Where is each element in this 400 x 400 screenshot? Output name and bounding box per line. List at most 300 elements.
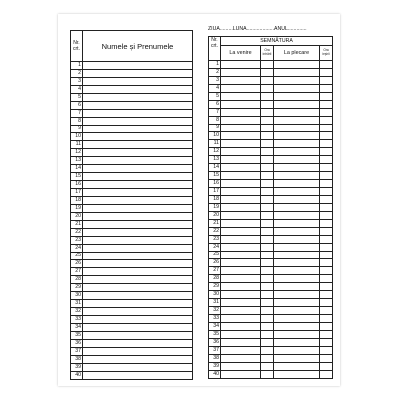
departure-signature-cell[interactable] bbox=[274, 346, 320, 354]
departure-time-cell[interactable] bbox=[320, 267, 333, 275]
name-cell[interactable] bbox=[83, 181, 193, 189]
signature-row bbox=[209, 172, 333, 180]
name-cell[interactable] bbox=[83, 260, 193, 268]
departure-time-cell[interactable] bbox=[320, 330, 333, 338]
departure-signature-cell[interactable] bbox=[274, 156, 320, 164]
name-cell[interactable] bbox=[83, 284, 193, 292]
departure-signature-cell[interactable] bbox=[274, 124, 320, 132]
departure-signature-cell[interactable] bbox=[274, 251, 320, 259]
signature-row bbox=[209, 243, 333, 251]
departure-signature-cell[interactable] bbox=[274, 291, 320, 299]
departure-time-cell[interactable] bbox=[320, 68, 333, 76]
departure-time-cell[interactable] bbox=[320, 100, 333, 108]
row-number: 5 bbox=[71, 93, 83, 101]
row-number: 29 bbox=[209, 283, 221, 291]
departure-time-cell[interactable] bbox=[320, 92, 333, 100]
row-number: 2 bbox=[209, 68, 221, 76]
departure-time-cell[interactable] bbox=[320, 84, 333, 92]
arrival-signature-cell[interactable] bbox=[221, 156, 261, 164]
name-row bbox=[71, 371, 193, 379]
departure-signature-cell[interactable] bbox=[274, 100, 320, 108]
arrival-signature-cell[interactable] bbox=[221, 235, 261, 243]
register-page bbox=[58, 14, 340, 386]
departure-time-cell[interactable] bbox=[320, 322, 333, 330]
name-cell[interactable] bbox=[83, 157, 193, 165]
arrival-signature-cell[interactable] bbox=[221, 211, 261, 219]
arrival-time-cell[interactable] bbox=[261, 227, 274, 235]
name-row bbox=[71, 308, 193, 316]
row-number: 4 bbox=[209, 84, 221, 92]
arrival-signature-cell[interactable] bbox=[221, 370, 261, 378]
arrival-time-cell[interactable] bbox=[261, 188, 274, 196]
arrival-time-cell[interactable] bbox=[261, 116, 274, 124]
arrival-header: La venire bbox=[221, 46, 261, 61]
arrival-signature-cell[interactable] bbox=[221, 100, 261, 108]
row-number: 22 bbox=[71, 228, 83, 236]
arrival-signature-cell[interactable] bbox=[221, 322, 261, 330]
name-cell[interactable] bbox=[83, 371, 193, 379]
arrival-time-cell[interactable] bbox=[261, 283, 274, 291]
row-number: 17 bbox=[209, 188, 221, 196]
arrival-signature-cell[interactable] bbox=[221, 354, 261, 362]
arrival-time-cell[interactable] bbox=[261, 322, 274, 330]
row-number: 8 bbox=[71, 117, 83, 125]
row-number: 20 bbox=[209, 211, 221, 219]
name-cell[interactable] bbox=[83, 141, 193, 149]
arrival-signature-cell[interactable] bbox=[221, 267, 261, 275]
signature-row bbox=[209, 251, 333, 259]
signature-row bbox=[209, 283, 333, 291]
row-number: 1 bbox=[209, 61, 221, 69]
arrival-time-cell[interactable] bbox=[261, 195, 274, 203]
arrival-time-cell[interactable] bbox=[261, 172, 274, 180]
row-number: 30 bbox=[71, 292, 83, 300]
signature-row bbox=[209, 92, 333, 100]
arrival-signature-cell[interactable] bbox=[221, 180, 261, 188]
arrival-signature-cell[interactable] bbox=[221, 291, 261, 299]
departure-signature-cell[interactable] bbox=[274, 92, 320, 100]
row-number: 26 bbox=[209, 259, 221, 267]
departure-signature-cell[interactable] bbox=[274, 84, 320, 92]
arrival-time-cell[interactable] bbox=[261, 100, 274, 108]
row-number: 22 bbox=[209, 227, 221, 235]
name-row bbox=[71, 141, 193, 149]
signature-row bbox=[209, 315, 333, 323]
departure-time-cell[interactable] bbox=[320, 243, 333, 251]
arrival-signature-cell[interactable] bbox=[221, 283, 261, 291]
arrival-signature-cell[interactable] bbox=[221, 148, 261, 156]
departure-signature-cell[interactable] bbox=[274, 76, 320, 84]
signature-row bbox=[209, 132, 333, 140]
name-cell[interactable] bbox=[83, 109, 193, 117]
name-cell[interactable] bbox=[83, 244, 193, 252]
arrival-time-cell[interactable] bbox=[261, 108, 274, 116]
arrival-signature-cell[interactable] bbox=[221, 84, 261, 92]
signature-row bbox=[209, 370, 333, 378]
arrival-signature-cell[interactable] bbox=[221, 164, 261, 172]
row-number: 24 bbox=[71, 244, 83, 252]
arrival-signature-cell[interactable] bbox=[221, 195, 261, 203]
departure-time-cell[interactable] bbox=[320, 227, 333, 235]
row-number: 38 bbox=[209, 354, 221, 362]
departure-time-cell[interactable] bbox=[320, 180, 333, 188]
departure-signature-cell[interactable] bbox=[274, 188, 320, 196]
departure-time-cell[interactable] bbox=[320, 354, 333, 362]
arrival-time-label-1: Ora bbox=[264, 48, 270, 53]
signature-row bbox=[209, 140, 333, 148]
arrival-signature-cell[interactable] bbox=[221, 315, 261, 323]
name-cell[interactable] bbox=[83, 339, 193, 347]
arrival-signature-cell[interactable] bbox=[221, 227, 261, 235]
signature-row bbox=[209, 188, 333, 196]
departure-time-cell[interactable] bbox=[320, 140, 333, 148]
arrival-time-cell[interactable] bbox=[261, 156, 274, 164]
arrival-time-cell[interactable] bbox=[261, 84, 274, 92]
signature-row bbox=[209, 203, 333, 211]
row-number: 14 bbox=[71, 165, 83, 173]
row-number: 26 bbox=[71, 260, 83, 268]
departure-time-cell[interactable] bbox=[320, 346, 333, 354]
arrival-signature-cell[interactable] bbox=[221, 243, 261, 251]
name-cell[interactable] bbox=[83, 331, 193, 339]
name-row bbox=[71, 347, 193, 355]
departure-signature-cell[interactable] bbox=[274, 275, 320, 283]
name-cell[interactable] bbox=[83, 204, 193, 212]
departure-signature-cell[interactable] bbox=[274, 370, 320, 378]
arrival-time-cell[interactable] bbox=[261, 61, 274, 69]
departure-signature-cell[interactable] bbox=[274, 164, 320, 172]
row-number: 36 bbox=[209, 338, 221, 346]
departure-time-cell[interactable] bbox=[320, 124, 333, 132]
date-line: ZIUA.........LUNA...................ANUL............. bbox=[208, 26, 307, 32]
departure-time-cell[interactable] bbox=[320, 251, 333, 259]
arrival-signature-cell[interactable] bbox=[221, 219, 261, 227]
name-row bbox=[71, 125, 193, 133]
row-number: 28 bbox=[209, 275, 221, 283]
name-cell[interactable] bbox=[83, 77, 193, 85]
arrival-signature-cell[interactable] bbox=[221, 362, 261, 370]
arrival-time-cell[interactable] bbox=[261, 92, 274, 100]
name-row bbox=[71, 331, 193, 339]
departure-time-cell[interactable] bbox=[320, 195, 333, 203]
arrival-time-cell[interactable] bbox=[261, 291, 274, 299]
departure-time-cell[interactable] bbox=[320, 148, 333, 156]
departure-time-cell[interactable] bbox=[320, 219, 333, 227]
arrival-time-cell[interactable] bbox=[261, 346, 274, 354]
signature-row bbox=[209, 61, 333, 69]
name-cell[interactable] bbox=[83, 117, 193, 125]
row-number: 2 bbox=[71, 69, 83, 77]
departure-time-cell[interactable] bbox=[320, 172, 333, 180]
departure-signature-cell[interactable] bbox=[274, 354, 320, 362]
arrival-time-cell[interactable] bbox=[261, 140, 274, 148]
row-number: 18 bbox=[71, 196, 83, 204]
arrival-time-header bbox=[261, 46, 274, 61]
arrival-time-cell[interactable] bbox=[261, 68, 274, 76]
name-cell[interactable] bbox=[83, 165, 193, 173]
arrival-time-cell[interactable] bbox=[261, 275, 274, 283]
departure-time-cell[interactable] bbox=[320, 259, 333, 267]
name-row bbox=[71, 77, 193, 85]
arrival-time-label-2: intrării bbox=[262, 52, 272, 56]
row-number: 38 bbox=[71, 355, 83, 363]
arrival-signature-cell[interactable] bbox=[221, 68, 261, 76]
departure-time-cell[interactable] bbox=[320, 362, 333, 370]
arrival-time-cell[interactable] bbox=[261, 76, 274, 84]
arrival-signature-cell[interactable] bbox=[221, 251, 261, 259]
row-number: 3 bbox=[71, 77, 83, 85]
departure-time-cell[interactable] bbox=[320, 291, 333, 299]
arrival-signature-cell[interactable] bbox=[221, 299, 261, 307]
name-row bbox=[71, 165, 193, 173]
arrival-time-cell[interactable] bbox=[261, 370, 274, 378]
departure-signature-cell[interactable] bbox=[274, 195, 320, 203]
name-cell[interactable] bbox=[83, 101, 193, 109]
signature-row bbox=[209, 338, 333, 346]
departure-signature-cell[interactable] bbox=[274, 267, 320, 275]
departure-signature-cell[interactable] bbox=[274, 338, 320, 346]
name-row bbox=[71, 157, 193, 165]
name-cell[interactable] bbox=[83, 173, 193, 181]
arrival-time-cell[interactable] bbox=[261, 124, 274, 132]
name-row bbox=[71, 316, 193, 324]
signature-row bbox=[209, 235, 333, 243]
row-number: 27 bbox=[71, 268, 83, 276]
name-row bbox=[71, 252, 193, 260]
name-row bbox=[71, 93, 193, 101]
name-header bbox=[83, 31, 193, 62]
name-cell[interactable] bbox=[83, 125, 193, 133]
row-number: 40 bbox=[209, 370, 221, 378]
departure-signature-cell[interactable] bbox=[274, 283, 320, 291]
signature-header: SEMNĂTURA bbox=[221, 37, 333, 46]
arrival-time-cell[interactable] bbox=[261, 235, 274, 243]
name-header-label: Numele și Prenumele bbox=[101, 41, 174, 51]
departure-signature-cell[interactable] bbox=[274, 61, 320, 69]
arrival-signature-cell[interactable] bbox=[221, 92, 261, 100]
departure-time-cell[interactable] bbox=[320, 188, 333, 196]
departure-signature-cell[interactable] bbox=[274, 132, 320, 140]
arrival-signature-cell[interactable] bbox=[221, 307, 261, 315]
arrival-signature-cell[interactable] bbox=[221, 259, 261, 267]
name-cell[interactable] bbox=[83, 252, 193, 260]
name-cell[interactable] bbox=[83, 189, 193, 197]
arrival-time-cell[interactable] bbox=[261, 299, 274, 307]
arrival-time-cell[interactable] bbox=[261, 219, 274, 227]
arrival-signature-cell[interactable] bbox=[221, 76, 261, 84]
departure-signature-cell[interactable] bbox=[274, 140, 320, 148]
name-row bbox=[71, 101, 193, 109]
row-number: 13 bbox=[71, 157, 83, 165]
signature-row bbox=[209, 211, 333, 219]
name-row bbox=[71, 173, 193, 181]
name-cell[interactable] bbox=[83, 149, 193, 157]
row-number: 8 bbox=[209, 116, 221, 124]
name-row bbox=[71, 260, 193, 268]
row-number: 17 bbox=[71, 189, 83, 197]
row-number: 24 bbox=[209, 243, 221, 251]
arrival-time-cell[interactable] bbox=[261, 211, 274, 219]
name-row bbox=[71, 268, 193, 276]
departure-time-cell[interactable] bbox=[320, 283, 333, 291]
departure-time-cell[interactable] bbox=[320, 211, 333, 219]
name-cell[interactable] bbox=[83, 196, 193, 204]
arrival-signature-cell[interactable] bbox=[221, 140, 261, 148]
row-number: 32 bbox=[209, 307, 221, 315]
name-cell[interactable] bbox=[83, 308, 193, 316]
row-number: 23 bbox=[209, 235, 221, 243]
arrival-time-cell[interactable] bbox=[261, 243, 274, 251]
departure-signature-cell[interactable] bbox=[274, 227, 320, 235]
arrival-time-cell[interactable] bbox=[261, 307, 274, 315]
departure-signature-cell[interactable] bbox=[274, 299, 320, 307]
row-number: 25 bbox=[209, 251, 221, 259]
name-cell[interactable] bbox=[83, 85, 193, 93]
departure-time-cell[interactable] bbox=[320, 132, 333, 140]
name-cell[interactable] bbox=[83, 316, 193, 324]
signature-row bbox=[209, 148, 333, 156]
departure-signature-cell[interactable] bbox=[274, 68, 320, 76]
name-row bbox=[71, 85, 193, 93]
departure-signature-cell[interactable] bbox=[274, 180, 320, 188]
departure-signature-cell[interactable] bbox=[274, 203, 320, 211]
departure-time-cell[interactable] bbox=[320, 76, 333, 84]
name-cell[interactable] bbox=[83, 236, 193, 244]
name-row bbox=[71, 196, 193, 204]
row-number: 30 bbox=[209, 291, 221, 299]
departure-time-cell[interactable] bbox=[320, 164, 333, 172]
arrival-signature-cell[interactable] bbox=[221, 330, 261, 338]
name-cell[interactable] bbox=[83, 355, 193, 363]
name-cell[interactable] bbox=[83, 347, 193, 355]
name-cell[interactable] bbox=[83, 300, 193, 308]
departure-time-cell[interactable] bbox=[320, 370, 333, 378]
arrival-signature-cell[interactable] bbox=[221, 61, 261, 69]
name-cell[interactable] bbox=[83, 363, 193, 371]
departure-signature-cell[interactable] bbox=[274, 148, 320, 156]
name-cell[interactable] bbox=[83, 69, 193, 77]
arrival-signature-cell[interactable] bbox=[221, 203, 261, 211]
row-number: 11 bbox=[209, 140, 221, 148]
arrival-time-cell[interactable] bbox=[261, 180, 274, 188]
name-cell[interactable] bbox=[83, 62, 193, 70]
arrival-time-cell[interactable] bbox=[261, 132, 274, 140]
name-cell[interactable] bbox=[83, 220, 193, 228]
arrival-signature-cell[interactable] bbox=[221, 132, 261, 140]
row-number: 16 bbox=[209, 180, 221, 188]
name-row bbox=[71, 149, 193, 157]
departure-time-cell[interactable] bbox=[320, 307, 333, 315]
arrival-time-cell[interactable] bbox=[261, 330, 274, 338]
arrival-signature-cell[interactable] bbox=[221, 275, 261, 283]
name-cell[interactable] bbox=[83, 212, 193, 220]
name-row bbox=[71, 284, 193, 292]
departure-signature-cell[interactable] bbox=[274, 211, 320, 219]
row-number: 27 bbox=[209, 267, 221, 275]
row-number: 11 bbox=[71, 141, 83, 149]
signature-row bbox=[209, 219, 333, 227]
signature-table-header bbox=[209, 37, 333, 46]
departure-time-header bbox=[320, 46, 333, 61]
row-number: 15 bbox=[209, 172, 221, 180]
arrival-time-cell[interactable] bbox=[261, 338, 274, 346]
arrival-time-cell[interactable] bbox=[261, 148, 274, 156]
arrival-signature-cell[interactable] bbox=[221, 338, 261, 346]
arrival-signature-cell[interactable] bbox=[221, 108, 261, 116]
arrival-time-cell[interactable] bbox=[261, 259, 274, 267]
departure-time-cell[interactable] bbox=[320, 203, 333, 211]
row-number: 37 bbox=[71, 347, 83, 355]
signature-row bbox=[209, 362, 333, 370]
arrival-time-cell[interactable] bbox=[261, 251, 274, 259]
departure-time-cell[interactable] bbox=[320, 116, 333, 124]
departure-signature-cell[interactable] bbox=[274, 307, 320, 315]
name-cell[interactable] bbox=[83, 133, 193, 141]
departure-time-cell[interactable] bbox=[320, 235, 333, 243]
arrival-signature-cell[interactable] bbox=[221, 188, 261, 196]
row-number: 10 bbox=[209, 132, 221, 140]
arrival-time-cell[interactable] bbox=[261, 164, 274, 172]
row-number: 14 bbox=[209, 164, 221, 172]
arrival-time-cell[interactable] bbox=[261, 267, 274, 275]
arrival-time-cell[interactable] bbox=[261, 315, 274, 323]
arrival-signature-cell[interactable] bbox=[221, 346, 261, 354]
departure-signature-cell[interactable] bbox=[274, 315, 320, 323]
departure-signature-cell[interactable] bbox=[274, 235, 320, 243]
arrival-time-cell[interactable] bbox=[261, 354, 274, 362]
signature-row bbox=[209, 100, 333, 108]
name-cell[interactable] bbox=[83, 323, 193, 331]
row-number: 20 bbox=[71, 212, 83, 220]
departure-signature-cell[interactable] bbox=[274, 219, 320, 227]
name-row bbox=[71, 69, 193, 77]
departure-signature-cell[interactable] bbox=[274, 322, 320, 330]
departure-time-cell[interactable] bbox=[320, 61, 333, 69]
departure-signature-cell[interactable] bbox=[274, 259, 320, 267]
departure-time-cell[interactable] bbox=[320, 315, 333, 323]
nr-label: Nr. bbox=[73, 40, 80, 46]
arrival-signature-cell[interactable] bbox=[221, 116, 261, 124]
departure-signature-cell[interactable] bbox=[274, 362, 320, 370]
name-cell[interactable] bbox=[83, 93, 193, 101]
departure-signature-cell[interactable] bbox=[274, 330, 320, 338]
departure-signature-cell[interactable] bbox=[274, 108, 320, 116]
signature-row bbox=[209, 267, 333, 275]
signature-row bbox=[209, 275, 333, 283]
arrival-signature-cell[interactable] bbox=[221, 172, 261, 180]
name-cell[interactable] bbox=[83, 292, 193, 300]
name-cell[interactable] bbox=[83, 276, 193, 284]
departure-time-cell[interactable] bbox=[320, 156, 333, 164]
name-row bbox=[71, 181, 193, 189]
departure-signature-cell[interactable] bbox=[274, 243, 320, 251]
departure-time-cell[interactable] bbox=[320, 338, 333, 346]
arrival-signature-cell[interactable] bbox=[221, 124, 261, 132]
name-cell[interactable] bbox=[83, 228, 193, 236]
departure-time-cell[interactable] bbox=[320, 299, 333, 307]
arrival-time-cell[interactable] bbox=[261, 362, 274, 370]
signature-row bbox=[209, 156, 333, 164]
departure-signature-cell[interactable] bbox=[274, 116, 320, 124]
departure-signature-cell[interactable] bbox=[274, 172, 320, 180]
names-table-header bbox=[71, 31, 193, 62]
row-number: 31 bbox=[209, 299, 221, 307]
name-cell[interactable] bbox=[83, 268, 193, 276]
name-row bbox=[71, 228, 193, 236]
departure-time-cell[interactable] bbox=[320, 108, 333, 116]
departure-time-cell[interactable] bbox=[320, 275, 333, 283]
arrival-time-cell[interactable] bbox=[261, 203, 274, 211]
